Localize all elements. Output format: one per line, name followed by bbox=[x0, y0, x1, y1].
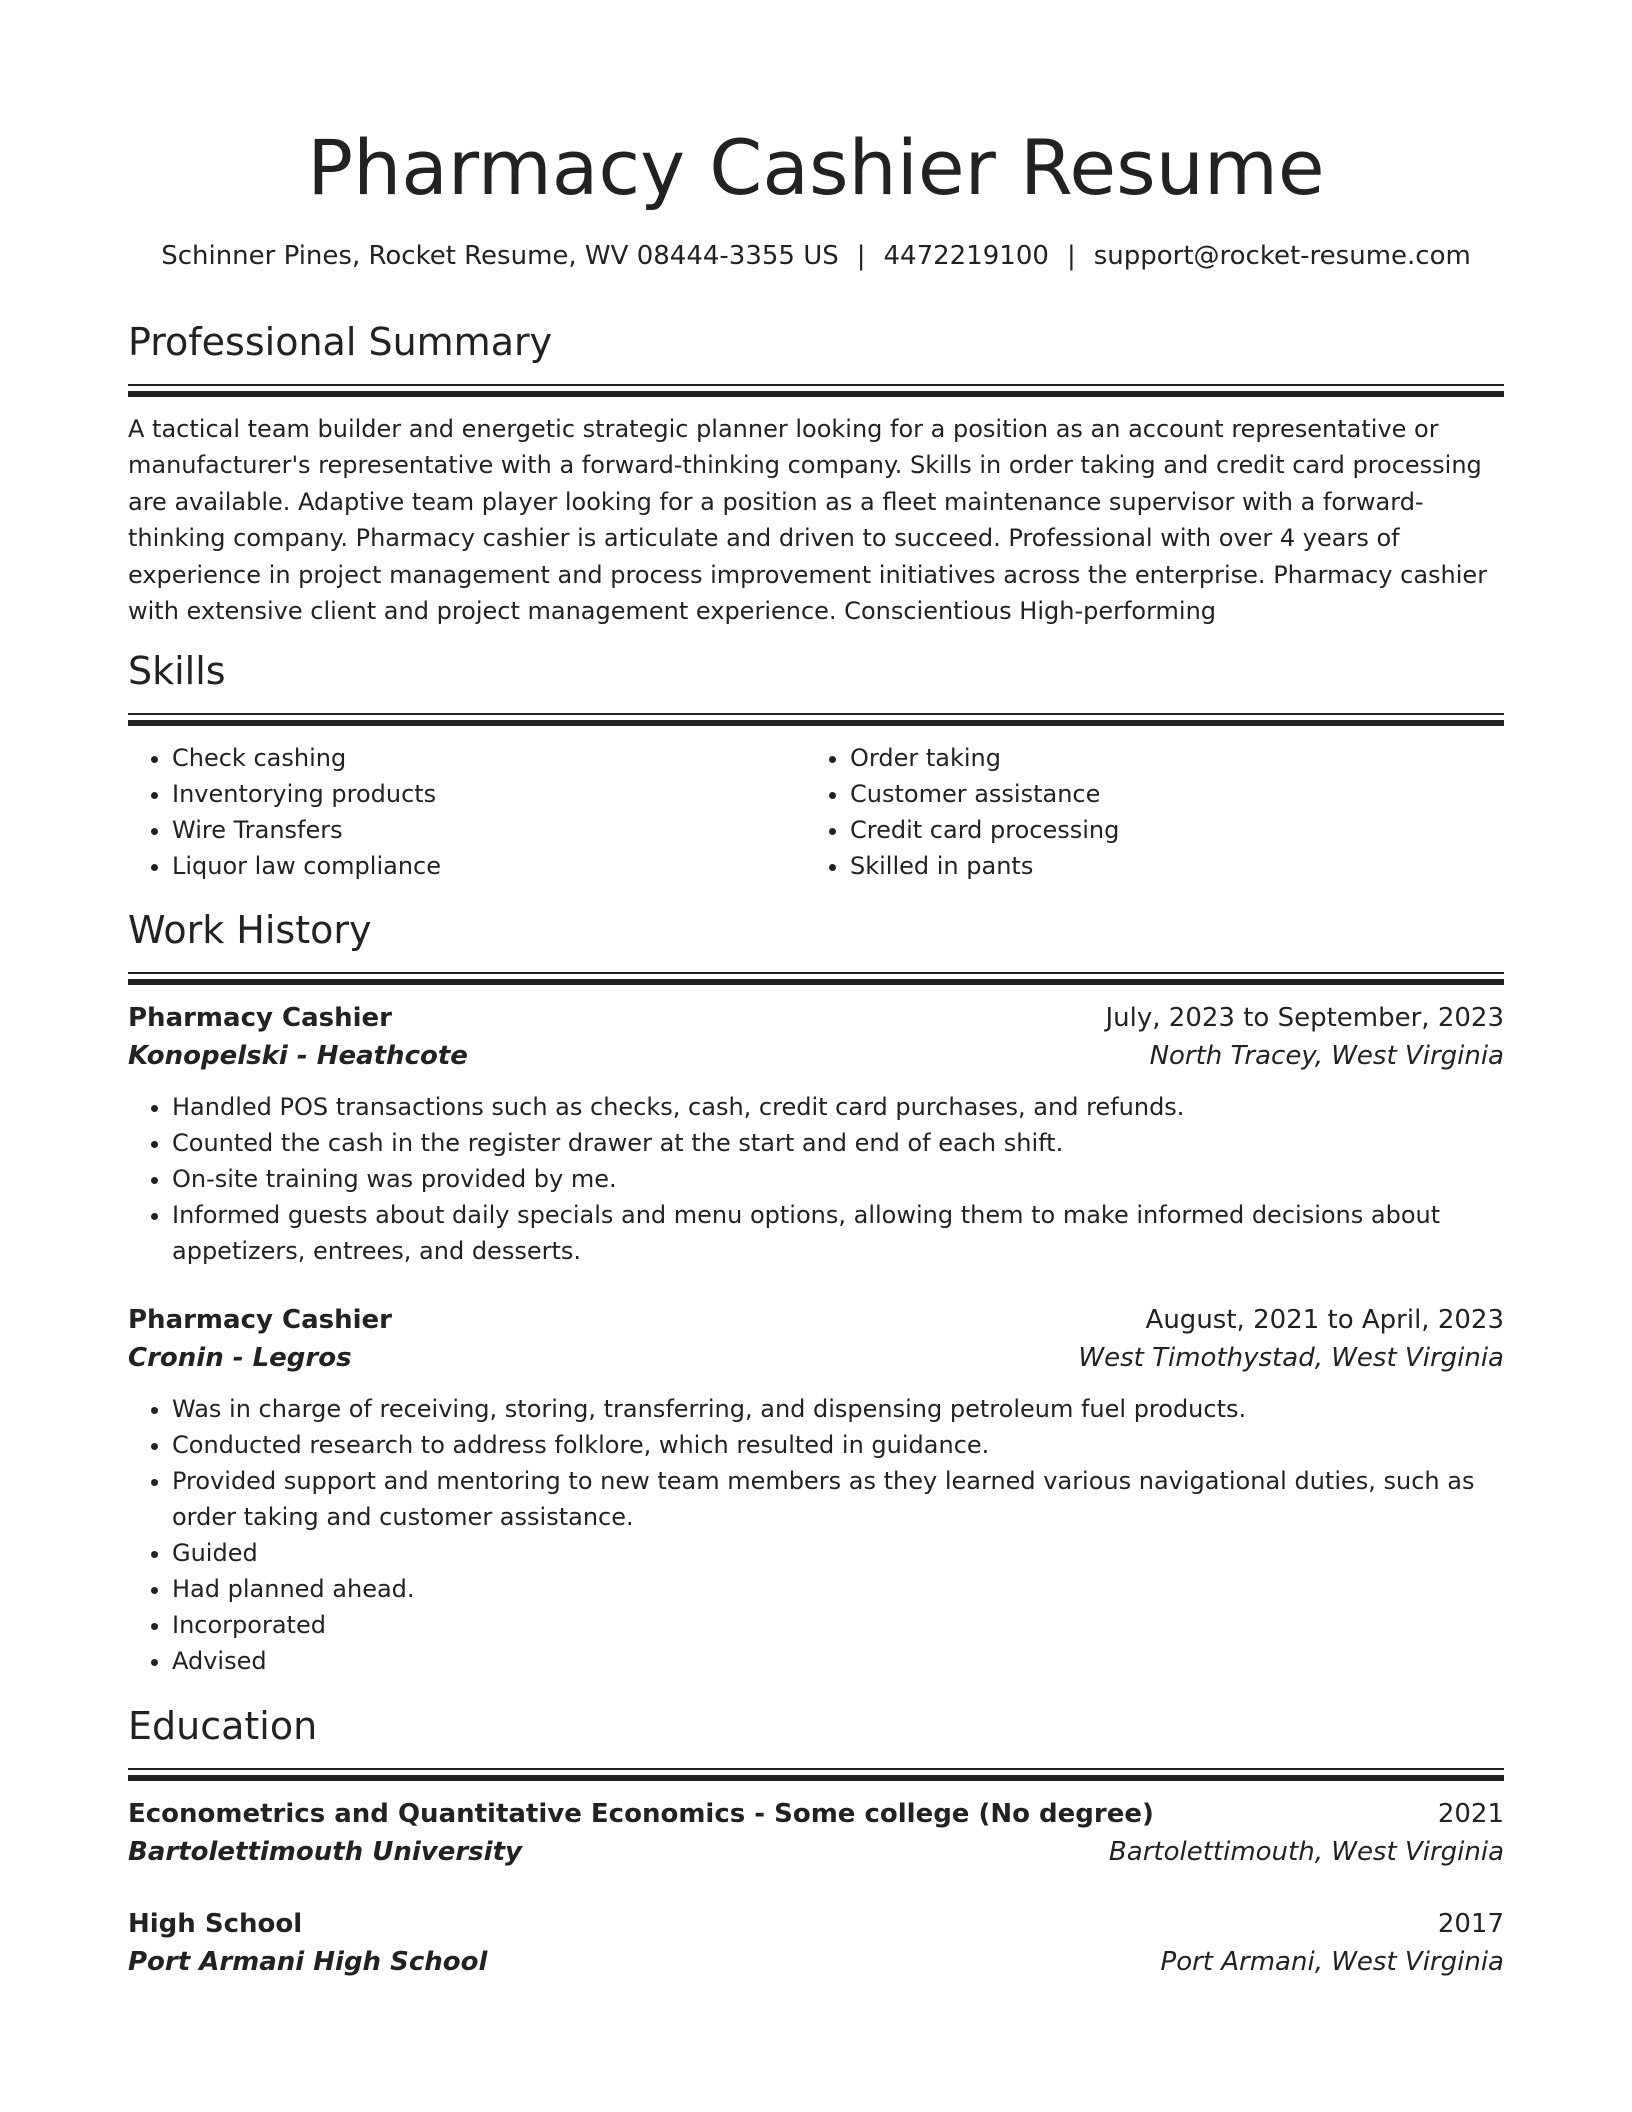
skill-item: • Inventorying products bbox=[172, 776, 806, 812]
skills-heading: Skills bbox=[128, 649, 226, 693]
skills-section bbox=[128, 645, 1504, 884]
job-bullet: • Counted the cash in the register drawer at the start and end of each shift. bbox=[172, 1125, 1504, 1161]
education-entry bbox=[128, 1795, 1504, 1871]
skill-item: • Check cashing bbox=[172, 740, 806, 776]
education-location: Port Armani, West Virginia bbox=[1160, 1947, 1504, 1977]
job-bullet: • On-site training was provided by me. bbox=[172, 1161, 1504, 1197]
job-bullet: • Handled POS transactions such as checks, cash, credit card purchases, and refunds. bbox=[172, 1089, 1504, 1125]
job-bullet: • Conducted research to address folklore, which resulted in guidance. bbox=[172, 1427, 1504, 1463]
contact-separator: | bbox=[856, 241, 866, 271]
contact-email: support@rocket-resume.com bbox=[1093, 241, 1471, 271]
skill-item: • Liquor law compliance bbox=[172, 848, 806, 884]
job-bullet: • Informed guests about daily specials and menu options, allowing them to make informed decisions about appetizers, entrees, and desserts. bbox=[172, 1197, 1504, 1269]
education-school: Port Armani High School bbox=[128, 1947, 488, 1977]
summary-section bbox=[128, 316, 1504, 629]
job-sub-row bbox=[128, 1339, 1504, 1377]
job-bullet: • Provided support and mentoring to new team members as they learned various navigational duties, such as order taking and customer assistance. bbox=[172, 1463, 1504, 1535]
job-title: Pharmacy Cashier bbox=[128, 1003, 392, 1033]
skill-item: • Wire Transfers bbox=[172, 812, 806, 848]
education-school: Bartolettimouth University bbox=[128, 1837, 522, 1867]
education-sub-row bbox=[128, 1943, 1504, 1981]
section-divider bbox=[128, 384, 1504, 397]
job-entry bbox=[128, 999, 1504, 1269]
skill-item: • Skilled in pants bbox=[850, 848, 1484, 884]
skill-item: • Order taking bbox=[850, 740, 1484, 776]
education-sub-row bbox=[128, 1833, 1504, 1871]
section-divider bbox=[128, 713, 1504, 726]
contact-phone: 4472219100 bbox=[883, 241, 1049, 271]
job-bullets bbox=[128, 1089, 1504, 1269]
resume-title: Pharmacy Cashier Resume bbox=[307, 123, 1325, 212]
work-history-heading: Work History bbox=[128, 908, 372, 952]
job-location: West Timothystad, West Virginia bbox=[1078, 1343, 1504, 1373]
job-bullet: • Guided bbox=[172, 1535, 1504, 1571]
education-header-row bbox=[128, 1795, 1504, 1833]
job-employer: Konopelski - Heathcote bbox=[128, 1041, 468, 1071]
job-entry bbox=[128, 1301, 1504, 1679]
education-year: 2017 bbox=[1437, 1909, 1504, 1939]
job-bullet: • Advised bbox=[172, 1643, 1504, 1679]
education-entry bbox=[128, 1905, 1504, 1981]
education-header-row bbox=[128, 1905, 1504, 1943]
job-header-row bbox=[128, 999, 1504, 1037]
contact-address: Schinner Pines, Rocket Resume, WV 08444-3355 US bbox=[161, 241, 839, 271]
summary-text: A tactical team builder and energetic strategic planner looking for a position as an account representative or manufacturer's representative with a forward-thinking company. Skills in order taking and credit card processing are available. Adaptive team player looking for a position as a fleet maintenance supervisor with a forward-thinking company. Pharmacy cashier is articulate and driven to succeed. Professional with over 4 years of experience in project management and process improvement initiatives across the enterprise. Pharmacy cashier with extensive client and project management experience. Conscientious High-performing bbox=[128, 415, 1488, 626]
job-bullets bbox=[128, 1391, 1504, 1679]
contact-line bbox=[128, 238, 1504, 274]
job-sub-row bbox=[128, 1037, 1504, 1075]
job-dates: July, 2023 to September, 2023 bbox=[1105, 1003, 1504, 1033]
job-header-row bbox=[128, 1301, 1504, 1339]
job-bullet: • Had planned ahead. bbox=[172, 1571, 1504, 1607]
contact-separator: | bbox=[1066, 241, 1076, 271]
job-location: North Tracey, West Virginia bbox=[1149, 1041, 1504, 1071]
education-degree: High School bbox=[128, 1909, 303, 1939]
education-section bbox=[128, 1700, 1504, 1981]
skills-columns bbox=[128, 740, 1504, 884]
section-divider bbox=[128, 1768, 1504, 1781]
skill-item: • Credit card processing bbox=[850, 812, 1484, 848]
job-employer: Cronin - Legros bbox=[128, 1343, 352, 1373]
skills-list-right bbox=[806, 740, 1484, 884]
job-bullet: • Incorporated bbox=[172, 1607, 1504, 1643]
education-degree: Econometrics and Quantitative Economics - Some college (No degree) bbox=[128, 1799, 1154, 1829]
section-divider bbox=[128, 972, 1504, 985]
job-bullet: • Was in charge of receiving, storing, transferring, and dispensing petroleum fuel products. bbox=[172, 1391, 1504, 1427]
education-year: 2021 bbox=[1437, 1799, 1504, 1829]
skills-list-left bbox=[128, 740, 806, 884]
work-history-section bbox=[128, 904, 1504, 1679]
job-dates: August, 2021 to April, 2023 bbox=[1145, 1305, 1504, 1335]
skill-item: • Customer assistance bbox=[850, 776, 1484, 812]
education-location: Bartolettimouth, West Virginia bbox=[1108, 1837, 1504, 1867]
summary-heading: Professional Summary bbox=[128, 320, 553, 364]
education-heading: Education bbox=[128, 1704, 318, 1748]
job-title: Pharmacy Cashier bbox=[128, 1305, 392, 1335]
